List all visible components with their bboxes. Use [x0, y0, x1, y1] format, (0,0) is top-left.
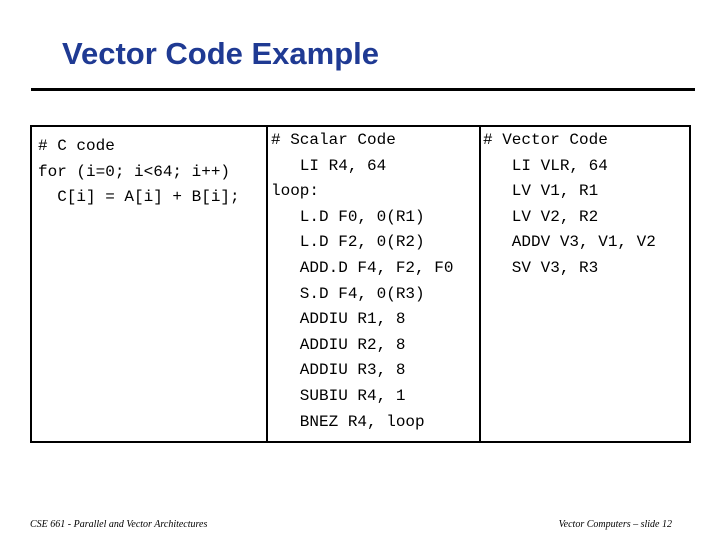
- scalar-code-line: loop:: [271, 182, 320, 201]
- scalar-code-line: BNEZ R4, loop: [271, 412, 425, 431]
- scalar-code-line: ADDIU R2, 8: [271, 335, 406, 354]
- c-code-line: C[i] = A[i] + B[i];: [38, 188, 240, 207]
- scalar-code-line: S.D F4, 0(R3): [271, 284, 425, 303]
- c-code-block: [38, 134, 240, 211]
- scalar-code-block: [271, 128, 453, 435]
- slide-title: Vector Code Example: [62, 36, 380, 71]
- scalar-code-line: ADD.D F4, F2, F0: [271, 258, 454, 277]
- scalar-code-line: # Scalar Code: [271, 131, 396, 149]
- vector-code-line: SV V3, R3: [483, 258, 599, 277]
- vector-code-line: LI VLR, 64: [483, 156, 608, 175]
- scalar-code-line: LI R4, 64: [271, 156, 387, 175]
- vector-code-line: ADDV V3, V1, V2: [483, 233, 656, 252]
- c-code-line: # C code: [38, 137, 115, 155]
- scalar-code-line: L.D F0, 0(R1): [271, 207, 425, 226]
- c-code-line: for (i=0; i<64; i++): [38, 162, 231, 181]
- scalar-code-line: ADDIU R3, 8: [271, 361, 406, 380]
- vector-code-line: LV V2, R2: [483, 207, 599, 226]
- vector-code-block: [483, 128, 656, 282]
- footer-course: CSE 661 - Parallel and Vector Architectures: [30, 519, 208, 530]
- scalar-code-line: ADDIU R1, 8: [271, 310, 406, 329]
- title-divider: [31, 88, 695, 91]
- vector-code-line: # Vector Code: [483, 131, 608, 149]
- scalar-code-line: SUBIU R4, 1: [271, 386, 406, 405]
- footer-slide-number: Vector Computers – slide 12: [558, 519, 672, 530]
- scalar-code-line: L.D F2, 0(R2): [271, 233, 425, 252]
- vector-code-line: LV V1, R1: [483, 182, 599, 201]
